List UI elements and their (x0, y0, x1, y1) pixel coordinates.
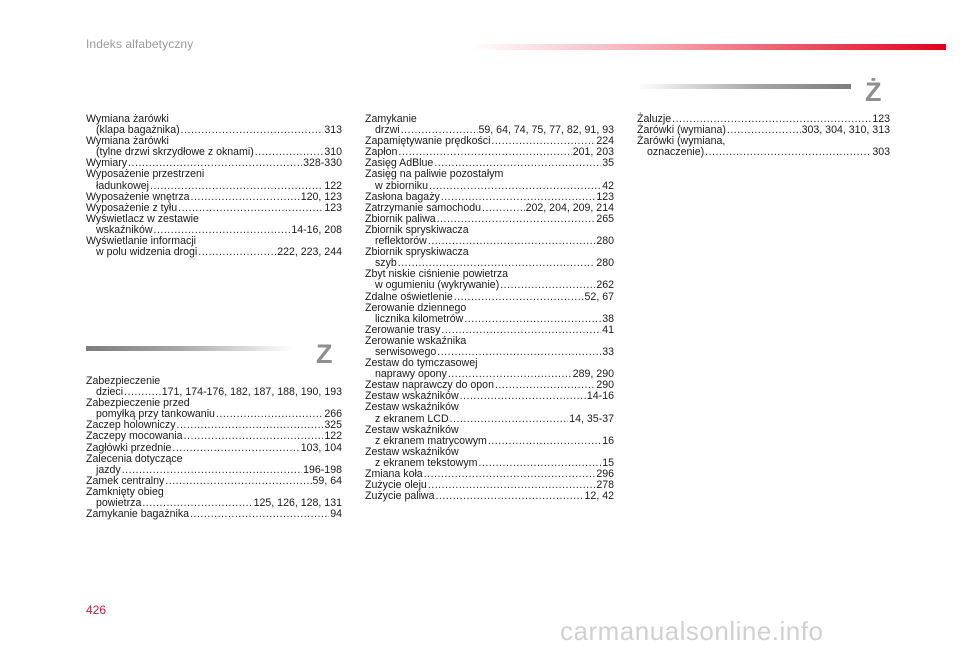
index-entry (637, 147, 890, 158)
index-entry-pages: 41 (602, 323, 614, 336)
index-entry-pages: 328-330 (303, 157, 342, 170)
index-column-3 (637, 114, 890, 158)
index-entry-pages: 303 (872, 146, 890, 159)
index-entry-term: szyb (375, 257, 397, 270)
index-entry-pages: 122 (324, 179, 342, 192)
dot-leader (460, 391, 586, 402)
dot-leader (429, 181, 601, 192)
index-entry (365, 414, 614, 425)
section-zz-bar (637, 84, 851, 89)
index-entry-pages: 278 (596, 479, 614, 492)
index-entry-term: w ogumieniu (wykrywanie) (375, 279, 500, 292)
index-entry-pages: 38 (602, 312, 614, 325)
index-entry-term: Zdalne oświetlenie (365, 290, 453, 303)
dot-leader (464, 314, 601, 325)
index-column-1-bottom (86, 376, 342, 520)
index-entry-pages: 123 (324, 201, 342, 214)
index-heading: Wymiana żarówki (86, 113, 169, 125)
index-entry-pages: 52, 67 (584, 290, 614, 303)
dot-leader (428, 480, 595, 491)
index-entry-pages: 120, 123 (300, 190, 342, 203)
index-entry-pages: 280 (596, 235, 614, 248)
dot-leader (435, 491, 583, 502)
index-entry-pages: 94 (330, 508, 342, 521)
index-entry-pages: 224 (596, 135, 614, 148)
index-entry-term: oznaczenie) (647, 146, 705, 159)
index-entry-pages: 296 (596, 468, 614, 480)
index-entry-pages: 122 (324, 430, 342, 443)
page-header-title: Indeks alfabetyczny (86, 37, 194, 51)
dot-leader (488, 436, 601, 447)
index-entry-term: Zapamiętywanie prędkości (365, 135, 491, 148)
index-entry (86, 431, 342, 442)
dot-leader (478, 458, 601, 469)
index-entry-pages: 12, 42 (584, 490, 614, 503)
index-entry-term: w polu widzenia drogi (96, 246, 198, 259)
index-entry-term: Zużycie paliwa (365, 490, 435, 503)
index-entry-pages: 15 (602, 456, 614, 469)
dot-leader (178, 203, 323, 214)
index-entry-pages: 35 (602, 157, 614, 170)
index-entry (365, 181, 614, 192)
index-entry-pages: 123 (596, 190, 614, 203)
index-entry-pages: 59, 64, 74, 75, 77, 82, 91, 93 (478, 124, 614, 137)
dot-leader (184, 431, 324, 442)
index-entry-term: Żaluzje (637, 113, 672, 125)
dot-leader (198, 247, 276, 258)
index-column-2 (365, 114, 614, 502)
index-entry-term: Zestaw wskaźników (365, 390, 459, 403)
dot-leader (150, 181, 323, 192)
index-entry-pages: 14, 35-37 (569, 412, 614, 425)
index-entry-pages: 313 (324, 124, 342, 137)
index-heading: Żarówki (wymiana, (637, 135, 726, 148)
index-entry-term: Zestaw naprawczy do opon (365, 379, 494, 392)
index-heading: Zasięg na paliwie pozostałym (365, 168, 504, 181)
index-entry (86, 443, 342, 454)
index-entry-pages: 196-198 (303, 463, 342, 476)
index-entry (86, 247, 342, 258)
index-entry-pages: 310 (324, 146, 342, 159)
index-entry (365, 491, 614, 502)
index-heading: Zestaw do tymczasowej (365, 357, 478, 370)
index-entry-term: wskaźników (96, 223, 153, 236)
dot-leader (190, 509, 329, 520)
index-entry-pages: 59, 64 (312, 474, 342, 487)
index-heading: Zamykanie (365, 113, 417, 125)
dot-leader (705, 147, 871, 158)
index-entry-term: powietrza (96, 497, 142, 510)
dot-leader (454, 292, 584, 303)
index-entry-term: pomyłką przy tankowaniu (96, 408, 215, 421)
index-entry-pages: 290 (596, 379, 614, 392)
index-entry-term: (tylne drzwi skrzydłowe z oknami) (96, 146, 254, 159)
index-entry-term: Żarówki (wymiana) (637, 124, 726, 137)
index-heading: Zbiornik spryskiwacza (365, 246, 469, 259)
dot-leader (216, 409, 323, 420)
index-entry-term: Zasłona bagaży (365, 190, 440, 203)
index-entry-term: jazdy (96, 463, 121, 476)
index-heading: Zerowanie wskaźnika (365, 334, 467, 347)
index-entry-pages: 222, 223, 244 (277, 246, 342, 259)
dot-leader (165, 476, 311, 487)
index-entry (86, 181, 342, 192)
index-entry-pages: 171, 174-176, 182, 187, 188, 190, 193 (161, 386, 342, 399)
index-entry-pages: 33 (602, 345, 614, 358)
index-heading: Zalecenia dotyczące (86, 452, 183, 465)
index-entry-pages: 16 (602, 434, 614, 447)
index-entry-term: Zatrzymanie samochodu (365, 201, 481, 214)
index-heading: Wyposażenie przestrzeni (86, 168, 205, 181)
index-entry-pages: 201, 203 (572, 146, 614, 159)
index-entry-pages: 42 (602, 179, 614, 192)
index-entry-term: licznika kilometrów (375, 312, 464, 325)
index-heading: Wyświetlacz w zestawie (86, 212, 199, 225)
dot-leader (172, 443, 299, 454)
index-entry-pages: 289, 290 (572, 368, 614, 381)
index-entry-term: Zagłówki przednie (86, 441, 172, 454)
index-entry-term: (klapa bagażnika) (96, 124, 180, 137)
index-entry-term: Zerowanie trasy (365, 323, 441, 336)
index-entry-pages: 303, 304, 310, 313 (801, 124, 890, 137)
index-entry (365, 280, 614, 291)
index-heading: Zbiornik spryskiwacza (365, 223, 469, 236)
index-heading: Zabezpieczenie przed (86, 397, 190, 410)
index-entry-term: naprawy opony (375, 368, 447, 381)
index-entry-term: serwisowego (375, 345, 437, 358)
section-letter-z-dot: Ż (865, 77, 882, 107)
index-entry-term: Zbiornik paliwa (365, 212, 436, 225)
index-entry (365, 292, 614, 303)
index-heading: Zabezpieczenie (86, 375, 161, 387)
index-entry-term: z ekranem tekstowym (375, 456, 478, 469)
index-entry-term: w zbiorniku (375, 179, 428, 192)
index-heading: Wymiana żarówki (86, 135, 169, 148)
index-entry-term: Zużycie oleju (365, 479, 427, 492)
index-entry-pages: 202, 204, 209, 214 (525, 201, 614, 214)
dot-leader (500, 280, 595, 291)
index-entry-term: Wyposażenie z tyłu (86, 201, 178, 214)
index-heading: Zestaw wskaźników (365, 445, 459, 458)
dot-leader (450, 414, 569, 425)
header-accent-bar (470, 44, 946, 50)
index-heading: Zestaw wskaźników (365, 401, 459, 414)
index-entry-pages: 266 (324, 408, 342, 421)
index-entry (86, 509, 342, 520)
index-heading: Zamknięty obieg (86, 485, 164, 498)
index-entry-pages: 265 (596, 212, 614, 225)
index-entry-term: drzwi (375, 124, 400, 137)
dot-leader (177, 420, 324, 431)
index-heading: Zerowanie dziennego (365, 301, 467, 314)
index-entry-pages: 123 (872, 113, 890, 125)
section-letter-z: Z (316, 339, 333, 369)
index-heading: Zestaw wskaźników (365, 423, 459, 436)
index-entry-term: Zasięg AdBlue (365, 157, 434, 170)
index-entry-term: Zaczep holowniczy (86, 419, 176, 432)
index-entry-pages: 325 (324, 419, 342, 432)
dot-leader (191, 192, 300, 203)
index-column-1-top (86, 114, 342, 258)
index-entry-pages: 14-16, 208 (291, 223, 342, 236)
index-entry-term: Zapłon (365, 146, 398, 159)
index-entry-term: Zamykanie bagażnika (86, 508, 190, 521)
section-z-bar (86, 346, 294, 351)
index-entry-term: z ekranem matrycowym (375, 434, 487, 447)
index-entry-term: Zamek centralny (86, 474, 165, 487)
index-entry-term: ładunkowej (96, 179, 150, 192)
dot-leader (495, 380, 595, 391)
index-heading: Wyświetlanie informacji (86, 235, 196, 248)
dot-leader (181, 125, 324, 136)
index-entry-term: z ekranem LCD (375, 412, 449, 425)
dot-leader (482, 203, 525, 214)
watermark-text: carmanualsonline.info (560, 616, 824, 646)
index-entry-pages: 280 (596, 257, 614, 270)
index-entry-term: dzieci (96, 386, 124, 399)
index-heading: Zbyt niskie ciśnienie powietrza (365, 268, 509, 281)
index-entry-pages: 262 (596, 279, 614, 292)
index-entry-pages: 125, 126, 128, 131 (253, 497, 342, 510)
index-entry-term: Zmiana koła (365, 468, 423, 480)
dot-leader (727, 125, 801, 136)
dot-leader (424, 469, 596, 480)
index-entry-term: Wyposażenie wnętrza (86, 190, 190, 203)
index-entry-pages: 14-16 (586, 390, 614, 403)
index-entry-term: reflektorów (375, 235, 427, 248)
page-number: 426 (86, 603, 107, 617)
index-entry-term: Zaczepy mocowania (86, 430, 183, 443)
index-entry-pages: 103, 104 (300, 441, 342, 454)
index-entry-term: Wymiary (86, 157, 128, 170)
